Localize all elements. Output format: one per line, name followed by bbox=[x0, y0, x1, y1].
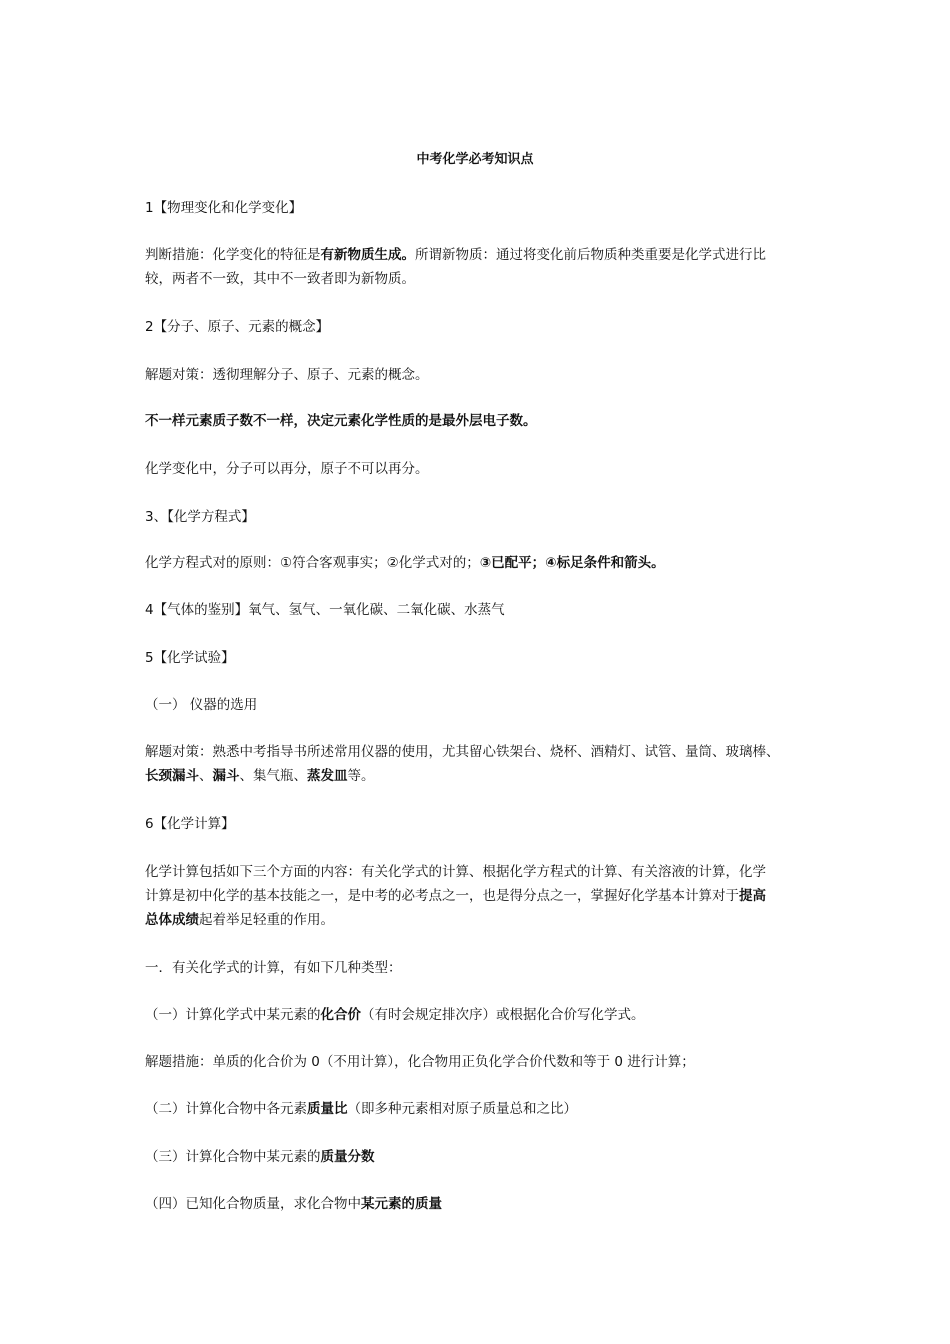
section-5-paragraph bbox=[145, 740, 815, 788]
text-run: 所谓新物质：通过将变化前后物质种类重要是化学式进行比 bbox=[415, 247, 766, 263]
text-run: 判断措施：化学变化的特征是 bbox=[145, 247, 321, 263]
bold-text: 质量比 bbox=[307, 1101, 348, 1117]
calc-type-4 bbox=[145, 1192, 815, 1216]
text-run: 、 bbox=[199, 768, 213, 784]
bold-text: 提高 bbox=[739, 888, 766, 904]
calc-heading: 一．有关化学式的计算，有如下几种类型： bbox=[145, 960, 402, 976]
bold-text: 长颈漏斗 bbox=[145, 768, 199, 784]
section-2-heading: 2【分子、原子、元素的概念】 bbox=[145, 319, 330, 335]
text-run: （有时会规定排次序）或根据化合价写化学式。 bbox=[361, 1007, 645, 1023]
section-2-paragraph-3: 化学变化中，分子可以再分，原子不可以再分。 bbox=[145, 461, 429, 477]
text-run: 解题对策：熟悉中考指导书所述常用仪器的使用，尤其留心铁架台、烧杯、酒精灯、试管、量筒、玻璃棒、 bbox=[145, 744, 780, 760]
section-4-heading: 4【气体的鉴别】氧气、氢气、一氧化碳、二氧化碳、水蒸气 bbox=[145, 602, 505, 618]
bold-text: 总体成绩 bbox=[145, 912, 199, 928]
calc-type-1-solution: 解题措施：单质的化合价为 0（不用计算），化合物用正负化学合价代数和等于 0 进行计算； bbox=[145, 1054, 695, 1070]
text-run: （即多种元素相对原子质量总和之比） bbox=[347, 1101, 577, 1117]
bold-text: 漏斗 bbox=[212, 768, 240, 784]
section-5-subheading: （一） 仪器的选用 bbox=[145, 697, 258, 713]
section-5-heading: 5【化学试验】 bbox=[145, 650, 235, 666]
section-2-paragraph-2: 不一样元素质子数不一样，决定元素化学性质的是最外层电子数。 bbox=[145, 413, 537, 429]
text-run: 等。 bbox=[347, 768, 375, 784]
calc-type-3 bbox=[145, 1145, 815, 1169]
section-6-heading: 6【化学计算】 bbox=[145, 816, 235, 832]
text-run: （三）计算化合物中某元素的 bbox=[145, 1149, 321, 1165]
text-run: 化学计算包括如下三个方面的内容：有关化学式的计算、根据化学方程式的计算、有关溶液的计算，化学 bbox=[145, 864, 766, 880]
text-run: 起着举足轻重的作用。 bbox=[199, 912, 334, 928]
section-3-paragraph bbox=[145, 551, 815, 575]
section-1-heading: 1【物理变化和化学变化】 bbox=[145, 200, 303, 216]
text-run: （一）计算化学式中某元素的 bbox=[145, 1007, 321, 1023]
section-2-paragraph-1: 解题对策：透彻理解分子、原子、元素的概念。 bbox=[145, 367, 429, 383]
calc-type-1 bbox=[145, 1003, 815, 1027]
text-run: （二）计算化合物中各元素 bbox=[145, 1101, 307, 1117]
page-title: 中考化学必考知识点 bbox=[416, 152, 534, 167]
section-3-heading: 3、【化学方程式】 bbox=[145, 509, 255, 525]
text-run: 化学方程式对的原则：①符合客观事实；②化学式对的； bbox=[145, 555, 480, 571]
section-1-paragraph bbox=[145, 243, 815, 291]
calc-type-2 bbox=[145, 1097, 815, 1121]
text-run: （四）已知化合物质量，求化合物中 bbox=[145, 1196, 361, 1212]
text-run: 、集气瓶、 bbox=[239, 768, 307, 784]
text-run: 较，两者不一致，其中不一致者即为新物质。 bbox=[145, 271, 415, 287]
bold-text: 某元素的质量 bbox=[361, 1196, 442, 1212]
bold-text: 化合价 bbox=[320, 1007, 361, 1023]
bold-text: 有新物质生成。 bbox=[320, 247, 415, 263]
bold-text: 蒸发皿 bbox=[307, 768, 348, 784]
section-6-paragraph bbox=[145, 860, 815, 932]
text-run: 计算是初中化学的基本技能之一，是中考的必考点之一，也是得分点之一，掌握好化学基本计算对于 bbox=[145, 888, 739, 904]
bold-text: 质量分数 bbox=[320, 1149, 375, 1165]
bold-text: ③已配平；④标足条件和箭头。 bbox=[479, 555, 665, 571]
